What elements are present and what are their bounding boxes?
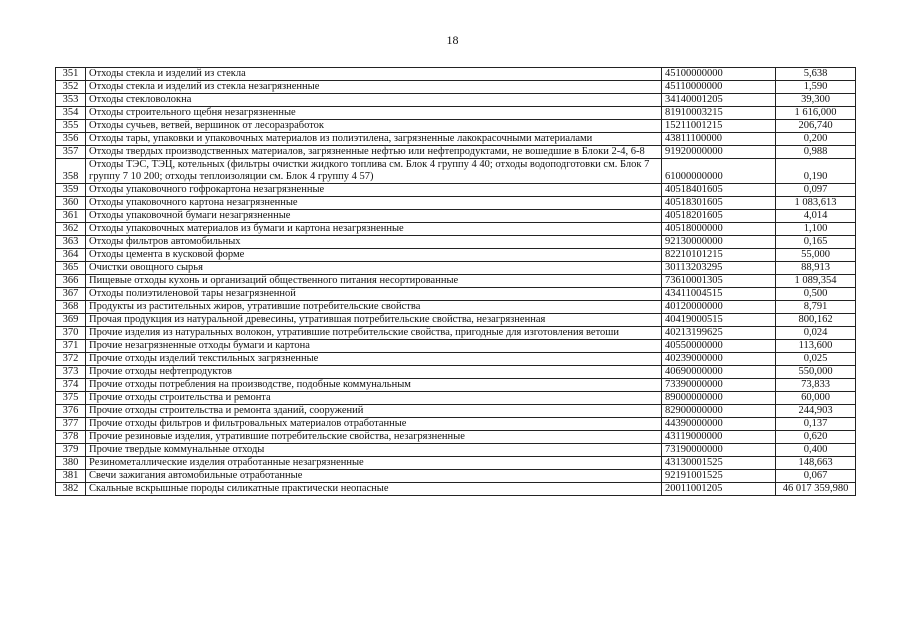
row-number: 378 bbox=[56, 431, 86, 444]
table-row bbox=[56, 418, 856, 431]
waste-name: Отходы цемента в кусковой форме bbox=[86, 249, 662, 262]
waste-code: 30113203295 bbox=[662, 262, 776, 275]
waste-quantity: 0,190 bbox=[776, 159, 856, 184]
waste-quantity: 1 089,354 bbox=[776, 275, 856, 288]
waste-quantity: 60,000 bbox=[776, 392, 856, 405]
waste-quantity: 206,740 bbox=[776, 120, 856, 133]
waste-quantity: 46 017 359,980 bbox=[776, 483, 856, 496]
waste-name: Свечи зажигания автомобильные отработанные bbox=[86, 470, 662, 483]
row-number: 377 bbox=[56, 418, 86, 431]
waste-name: Отходы упаковочных материалов из бумаги и картона незагрязненные bbox=[86, 223, 662, 236]
table-row bbox=[56, 197, 856, 210]
row-number: 370 bbox=[56, 327, 86, 340]
waste-code: 45110000000 bbox=[662, 81, 776, 94]
table-row bbox=[56, 470, 856, 483]
table-row bbox=[56, 431, 856, 444]
row-number: 381 bbox=[56, 470, 86, 483]
waste-quantity: 55,000 bbox=[776, 249, 856, 262]
table-row bbox=[56, 340, 856, 353]
row-number: 371 bbox=[56, 340, 86, 353]
row-number: 358 bbox=[56, 159, 86, 184]
waste-code: 40518201605 bbox=[662, 210, 776, 223]
waste-quantity: 73,833 bbox=[776, 379, 856, 392]
table-row bbox=[56, 159, 856, 184]
row-number: 366 bbox=[56, 275, 86, 288]
row-number: 357 bbox=[56, 146, 86, 159]
waste-quantity: 244,903 bbox=[776, 405, 856, 418]
waste-quantity: 1 083,613 bbox=[776, 197, 856, 210]
row-number: 364 bbox=[56, 249, 86, 262]
waste-code: 40120000000 bbox=[662, 301, 776, 314]
table-row bbox=[56, 133, 856, 146]
row-number: 380 bbox=[56, 457, 86, 470]
waste-code: 43130001525 bbox=[662, 457, 776, 470]
table-row bbox=[56, 249, 856, 262]
waste-quantity: 1,590 bbox=[776, 81, 856, 94]
row-number: 362 bbox=[56, 223, 86, 236]
waste-name: Отходы ТЭС, ТЭЦ, котельных (фильтры очистки жидкого топлива см. Блок 4 группу 4 40; отходы водоподготовки см. Блок 7 группу 7 10 200; отходы теплоизоляции см. Блок 4 группу 4 57) bbox=[86, 159, 662, 184]
waste-table-body bbox=[56, 68, 856, 496]
waste-code: 89000000000 bbox=[662, 392, 776, 405]
row-number: 379 bbox=[56, 444, 86, 457]
table-row bbox=[56, 236, 856, 249]
waste-code: 73610001305 bbox=[662, 275, 776, 288]
waste-name: Прочие отходы строительства и ремонта зданий, сооружений bbox=[86, 405, 662, 418]
row-number: 355 bbox=[56, 120, 86, 133]
waste-name: Прочие резиновые изделия, утратившие потребительские свойства, незагрязненные bbox=[86, 431, 662, 444]
waste-code: 43811100000 bbox=[662, 133, 776, 146]
table-row bbox=[56, 483, 856, 496]
waste-code: 92130000000 bbox=[662, 236, 776, 249]
waste-quantity: 0,200 bbox=[776, 133, 856, 146]
waste-name: Прочая продукция из натуральной древесины, утратившая потребительские свойства, незагрязненная bbox=[86, 314, 662, 327]
waste-quantity: 800,162 bbox=[776, 314, 856, 327]
waste-quantity: 88,913 bbox=[776, 262, 856, 275]
waste-name: Очистки овощного сырья bbox=[86, 262, 662, 275]
table-row bbox=[56, 392, 856, 405]
waste-quantity: 0,620 bbox=[776, 431, 856, 444]
waste-code: 45100000000 bbox=[662, 68, 776, 81]
row-number: 368 bbox=[56, 301, 86, 314]
row-number: 373 bbox=[56, 366, 86, 379]
waste-quantity: 0,025 bbox=[776, 353, 856, 366]
waste-code: 82900000000 bbox=[662, 405, 776, 418]
row-number: 369 bbox=[56, 314, 86, 327]
waste-name: Продукты из растительных жиров, утратившие потребительские свойства bbox=[86, 301, 662, 314]
waste-table bbox=[55, 67, 856, 496]
row-number: 374 bbox=[56, 379, 86, 392]
table-row bbox=[56, 210, 856, 223]
waste-quantity: 8,791 bbox=[776, 301, 856, 314]
waste-quantity: 0,137 bbox=[776, 418, 856, 431]
waste-quantity: 113,600 bbox=[776, 340, 856, 353]
waste-name: Резинометаллические изделия отработанные незагрязненные bbox=[86, 457, 662, 470]
row-number: 354 bbox=[56, 107, 86, 120]
table-row bbox=[56, 301, 856, 314]
waste-name: Отходы стекла и изделий из стекла незагрязненные bbox=[86, 81, 662, 94]
waste-quantity: 148,663 bbox=[776, 457, 856, 470]
waste-name: Отходы фильтров автомобильных bbox=[86, 236, 662, 249]
row-number: 352 bbox=[56, 81, 86, 94]
waste-code: 44390000000 bbox=[662, 418, 776, 431]
row-number: 382 bbox=[56, 483, 86, 496]
waste-code: 61000000000 bbox=[662, 159, 776, 184]
table-row bbox=[56, 379, 856, 392]
table-row bbox=[56, 366, 856, 379]
waste-quantity: 4,014 bbox=[776, 210, 856, 223]
waste-code: 15211001215 bbox=[662, 120, 776, 133]
waste-name: Прочие твердые коммунальные отходы bbox=[86, 444, 662, 457]
waste-name: Отходы сучьев, ветвей, вершинок от лесоразработок bbox=[86, 120, 662, 133]
table-row bbox=[56, 120, 856, 133]
table-row bbox=[56, 146, 856, 159]
waste-quantity: 0,400 bbox=[776, 444, 856, 457]
waste-name: Прочие изделия из натуральных волокон, утратившие потребительские свойства, пригодные для изготовления ветоши bbox=[86, 327, 662, 340]
waste-code: 40518401605 bbox=[662, 184, 776, 197]
waste-code: 40550000000 bbox=[662, 340, 776, 353]
waste-code: 43119000000 bbox=[662, 431, 776, 444]
waste-name: Прочие отходы фильтров и фильтровальных материалов отработанные bbox=[86, 418, 662, 431]
row-number: 356 bbox=[56, 133, 86, 146]
waste-code: 34140001205 bbox=[662, 94, 776, 107]
table-row bbox=[56, 223, 856, 236]
waste-quantity: 0,097 bbox=[776, 184, 856, 197]
waste-code: 40213199625 bbox=[662, 327, 776, 340]
table-row bbox=[56, 94, 856, 107]
row-number: 353 bbox=[56, 94, 86, 107]
waste-name: Отходы упаковочной бумаги незагрязненные bbox=[86, 210, 662, 223]
waste-code: 91920000000 bbox=[662, 146, 776, 159]
page-number: 18 bbox=[446, 33, 459, 47]
row-number: 367 bbox=[56, 288, 86, 301]
row-number: 359 bbox=[56, 184, 86, 197]
waste-name: Отходы упаковочного гофрокартона незагрязненные bbox=[86, 184, 662, 197]
row-number: 365 bbox=[56, 262, 86, 275]
waste-code: 43411004515 bbox=[662, 288, 776, 301]
row-number: 361 bbox=[56, 210, 86, 223]
waste-code: 40239000000 bbox=[662, 353, 776, 366]
waste-code: 40419000515 bbox=[662, 314, 776, 327]
waste-name: Отходы стекла и изделий из стекла bbox=[86, 68, 662, 81]
waste-code: 82210101215 bbox=[662, 249, 776, 262]
waste-quantity: 1,100 bbox=[776, 223, 856, 236]
table-row bbox=[56, 68, 856, 81]
table-row bbox=[56, 327, 856, 340]
table-row bbox=[56, 353, 856, 366]
waste-name: Отходы упаковочного картона незагрязненные bbox=[86, 197, 662, 210]
waste-code: 40518000000 bbox=[662, 223, 776, 236]
waste-quantity: 550,000 bbox=[776, 366, 856, 379]
waste-name: Пищевые отходы кухонь и организаций общественного питания несортированные bbox=[86, 275, 662, 288]
table-row bbox=[56, 405, 856, 418]
row-number: 351 bbox=[56, 68, 86, 81]
waste-name: Прочие отходы потребления на производстве, подобные коммунальным bbox=[86, 379, 662, 392]
waste-code: 40518301605 bbox=[662, 197, 776, 210]
table-row bbox=[56, 444, 856, 457]
waste-name: Прочие отходы изделий текстильных загрязненные bbox=[86, 353, 662, 366]
waste-code: 40690000000 bbox=[662, 366, 776, 379]
waste-name: Отходы строительного щебня незагрязненные bbox=[86, 107, 662, 120]
table-row bbox=[56, 81, 856, 94]
row-number: 360 bbox=[56, 197, 86, 210]
waste-quantity: 5,638 bbox=[776, 68, 856, 81]
waste-name: Прочие отходы нефтепродуктов bbox=[86, 366, 662, 379]
waste-name: Скальные вскрышные породы силикатные практически неопасные bbox=[86, 483, 662, 496]
waste-name: Прочие отходы строительства и ремонта bbox=[86, 392, 662, 405]
waste-quantity: 0,024 bbox=[776, 327, 856, 340]
table-row bbox=[56, 457, 856, 470]
waste-code: 92191001525 bbox=[662, 470, 776, 483]
waste-quantity: 0,500 bbox=[776, 288, 856, 301]
table-row bbox=[56, 314, 856, 327]
table-row bbox=[56, 107, 856, 120]
row-number: 363 bbox=[56, 236, 86, 249]
row-number: 376 bbox=[56, 405, 86, 418]
table-row bbox=[56, 184, 856, 197]
waste-code: 20011001205 bbox=[662, 483, 776, 496]
waste-quantity: 0,165 bbox=[776, 236, 856, 249]
waste-name: Отходы стекловолокна bbox=[86, 94, 662, 107]
waste-name: Отходы твердых производственных материалов, загрязненные нефтью или нефтепродуктами, не вошедшие в Блоки 2-4, 6-8 bbox=[86, 146, 662, 159]
waste-quantity: 39,300 bbox=[776, 94, 856, 107]
waste-name: Отходы тары, упаковки и упаковочных материалов из полиэтилена, загрязненные лакокрасочными материалами bbox=[86, 133, 662, 146]
waste-code: 73390000000 bbox=[662, 379, 776, 392]
table-row bbox=[56, 275, 856, 288]
waste-code: 81910003215 bbox=[662, 107, 776, 120]
row-number: 372 bbox=[56, 353, 86, 366]
table-row bbox=[56, 288, 856, 301]
row-number: 375 bbox=[56, 392, 86, 405]
waste-name: Прочие незагрязненные отходы бумаги и картона bbox=[86, 340, 662, 353]
waste-quantity: 1 616,000 bbox=[776, 107, 856, 120]
table-row bbox=[56, 262, 856, 275]
waste-quantity: 0,988 bbox=[776, 146, 856, 159]
waste-code: 73190000000 bbox=[662, 444, 776, 457]
waste-quantity: 0,067 bbox=[776, 470, 856, 483]
waste-name: Отходы полиэтиленовой тары незагрязненной bbox=[86, 288, 662, 301]
